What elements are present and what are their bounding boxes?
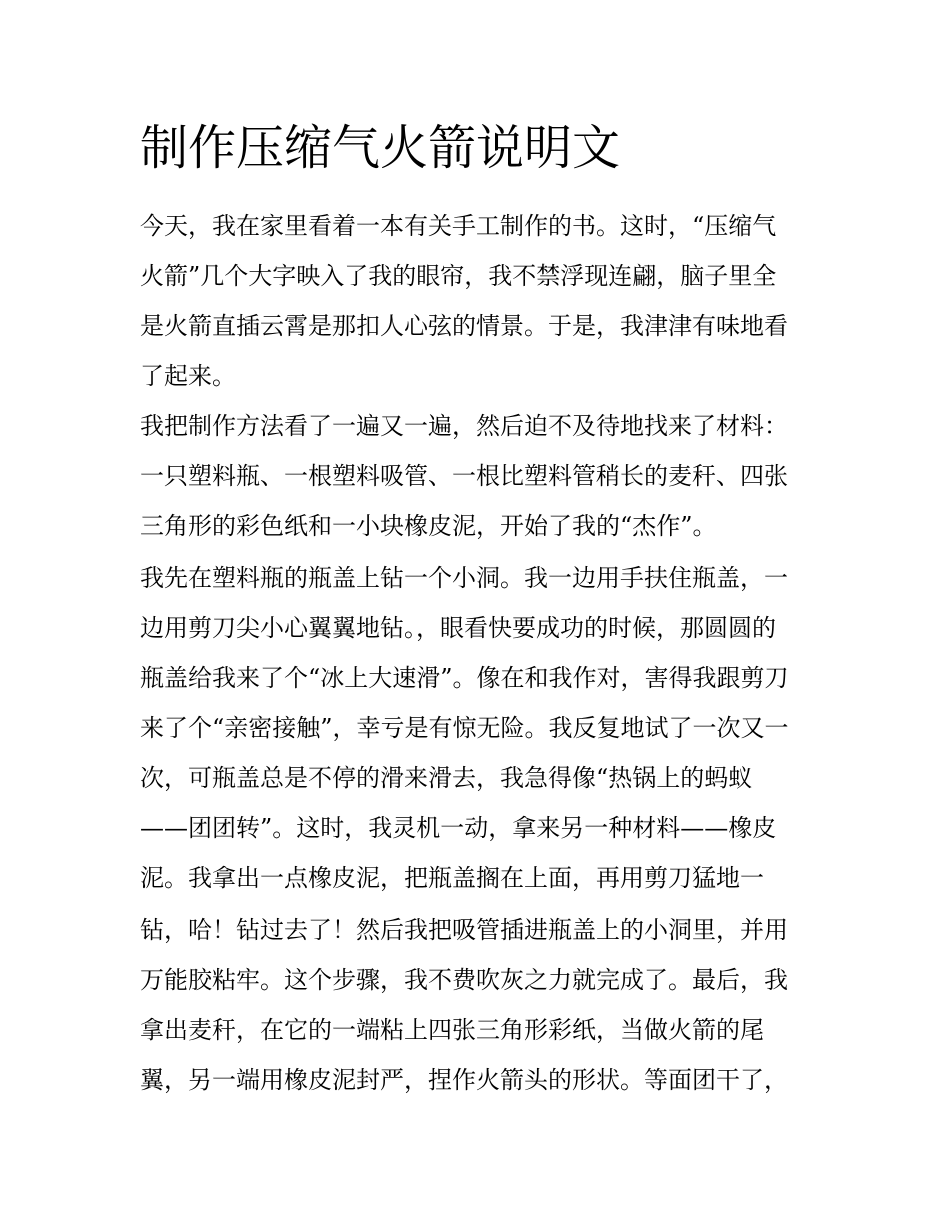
- text-line: 泥。我拿出一点橡皮泥，把瓶盖搁在上面，再用剪刀猛地一: [140, 864, 764, 892]
- text-line: 了起来。: [140, 362, 236, 390]
- text-line: 次，可瓶盖总是不停的滑来滑去，我急得像“热锅上的蚂蚁: [140, 764, 753, 792]
- text-line: 翼，另一端用橡皮泥封严，捏作火箭头的形状。等面团干了，: [140, 1066, 788, 1094]
- text-line: 是火箭直插云霄是那扣人心弦的情景。于是，我津津有味地看: [140, 312, 788, 340]
- text-line: 钻，哈！钻过去了！然后我把吸管插进瓶盖上的小洞里，并用: [140, 916, 788, 944]
- text-line: 一只塑料瓶、一根塑料吸管、一根比塑料管稍长的麦秆、四张: [140, 462, 788, 490]
- text-line: 万能胶粘牢。这个步骤，我不费吹灰之力就完成了。最后，我: [140, 966, 788, 994]
- text-line: 瓶盖给我来了个“冰上大速滑”。像在和我作对，害得我跟剪刀: [140, 664, 789, 692]
- text-line: 火箭”几个大字映入了我的眼帘，我不禁浮现连翩，脑子里全: [140, 262, 777, 290]
- text-line: 拿出麦秆，在它的一端粘上四张三角形彩纸，当做火箭的尾: [140, 1016, 764, 1044]
- document-title: 制作压缩气火箭说明文: [140, 120, 621, 176]
- text-line: 我先在塑料瓶的瓶盖上钻一个小洞。我一边用手扶住瓶盖，一: [140, 564, 788, 592]
- text-line: 边用剪刀尖小心翼翼地钻。，眼看快要成功的时候，那圆圆的: [140, 614, 776, 642]
- text-line: 来了个“亲密接触”，幸亏是有惊无险。我反复地试了一次又一: [140, 714, 789, 742]
- text-line: ——团团转”。这时，我灵机一动，拿来另一种材料——橡皮: [140, 814, 777, 842]
- text-line: 今天，我在家里看着一本有关手工制作的书。这时，“压缩气: [140, 212, 777, 240]
- text-line: 三角形的彩色纸和一小块橡皮泥，开始了我的“杰作”。: [140, 512, 717, 540]
- text-line: 我把制作方法看了一遍又一遍，然后迫不及待地找来了材料：: [140, 412, 788, 440]
